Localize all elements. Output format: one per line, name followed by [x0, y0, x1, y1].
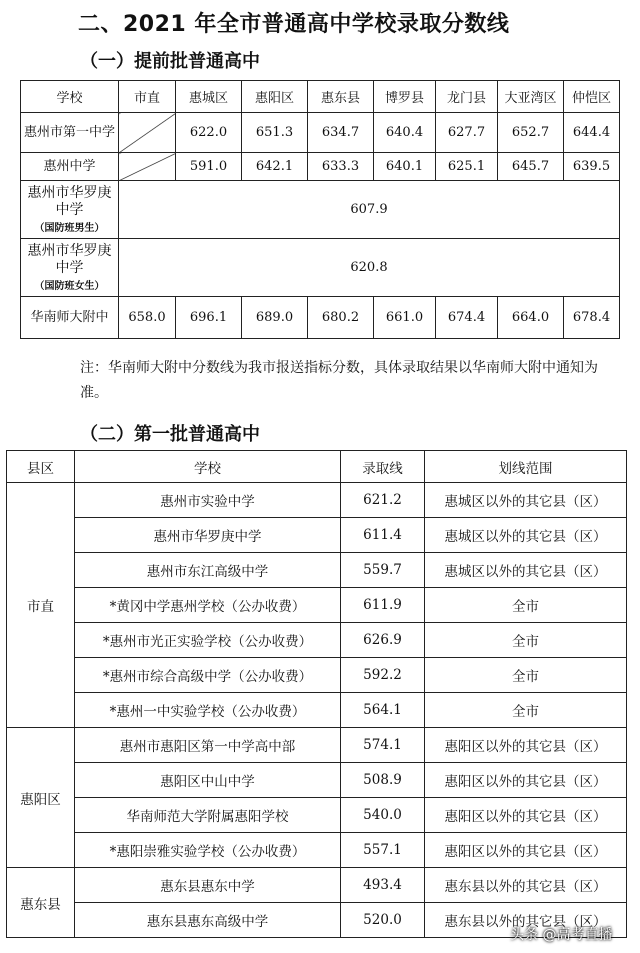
table-row	[7, 658, 627, 693]
header-cell: 县区	[7, 451, 75, 483]
score-cell: 520.0	[341, 903, 425, 938]
score-cell: 626.9	[341, 623, 425, 658]
score-cell: 592.2	[341, 658, 425, 693]
score-cell: 639.5	[564, 153, 620, 181]
score-cell: 540.0	[341, 798, 425, 833]
score-cell: 696.1	[176, 297, 242, 339]
table-row	[7, 623, 627, 658]
header-cell: 惠城区	[176, 81, 242, 113]
first-batch-table	[6, 450, 627, 938]
table-row	[21, 113, 620, 153]
school-cell: *惠州市光正实验学校（公办收费）	[75, 623, 341, 658]
table-row	[7, 518, 627, 553]
header-cell: 划线范围	[425, 451, 627, 483]
score-cell: 689.0	[242, 297, 308, 339]
table-row	[21, 153, 620, 181]
table-row	[21, 297, 620, 339]
score-cell: 651.3	[242, 113, 308, 153]
score-cell: 611.9	[341, 588, 425, 623]
school-name: 惠州中学	[21, 153, 119, 181]
score-cell: 678.4	[564, 297, 620, 339]
scope-cell: 全市	[425, 623, 627, 658]
school-name-text: 惠州市华罗庚中学	[27, 185, 112, 218]
school-name-text: 惠州市华罗庚中学	[27, 243, 112, 276]
score-cell: 627.7	[436, 113, 498, 153]
score-cell: 574.1	[341, 728, 425, 763]
score-cell: 557.1	[341, 833, 425, 868]
score-cell: 611.4	[341, 518, 425, 553]
table-row	[7, 728, 627, 763]
school-cell: 惠州市惠阳区第一中学高中部	[75, 728, 341, 763]
table-row	[7, 833, 627, 868]
table-row	[7, 588, 627, 623]
score-cell: 493.4	[341, 868, 425, 903]
scope-cell: 惠阳区以外的其它县（区）	[425, 728, 627, 763]
score-cell: 652.7	[498, 113, 564, 153]
district-cell: 市直	[7, 483, 75, 728]
scope-cell: 惠阳区以外的其它县（区）	[425, 833, 627, 868]
score-cell: 664.0	[498, 297, 564, 339]
table-row	[21, 181, 620, 239]
header-cell: 博罗县	[374, 81, 436, 113]
score-cell: 640.4	[374, 113, 436, 153]
table-row	[21, 239, 620, 297]
table-row	[7, 553, 627, 588]
score-cell: 661.0	[374, 297, 436, 339]
section1-title: （一）提前批普通高中	[80, 51, 260, 72]
score-cell: 680.2	[308, 297, 374, 339]
school-cell: 惠东县惠东中学	[75, 868, 341, 903]
scope-cell: 惠城区以外的其它县（区）	[425, 553, 627, 588]
school-cell: *惠阳崇雅实验学校（公办收费）	[75, 833, 341, 868]
table-row	[7, 798, 627, 833]
scope-cell: 全市	[425, 658, 627, 693]
table-header-row	[7, 451, 627, 483]
header-cell: 录取线	[341, 451, 425, 483]
school-cell: 惠阳区中山中学	[75, 763, 341, 798]
school-cell: 惠州市华罗庚中学	[75, 518, 341, 553]
header-cell: 学校	[21, 81, 119, 113]
table-row	[7, 868, 627, 903]
score-cell: 674.4	[436, 297, 498, 339]
score-cell: 607.9	[119, 181, 620, 239]
scope-cell: 惠东县以外的其它县（区）	[425, 868, 627, 903]
school-cell: 华南师范大学附属惠阳学校	[75, 798, 341, 833]
school-name: 惠州市第一中学	[21, 113, 119, 153]
header-cell: 惠阳区	[242, 81, 308, 113]
table-row	[7, 483, 627, 518]
school-cell: *惠州市综合高级中学（公办收费）	[75, 658, 341, 693]
diagonal-cell	[119, 153, 176, 181]
school-name	[21, 239, 119, 297]
score-cell: 658.0	[119, 297, 176, 339]
table-note: 注：华南师大附中分数线为我市报送指标分数，具体录取结果以华南师大附中通知为准。	[80, 360, 598, 401]
table-header-row	[21, 81, 620, 113]
header-cell: 市直	[119, 81, 176, 113]
school-cell: 惠东县惠东高级中学	[75, 903, 341, 938]
header-cell: 惠东县	[308, 81, 374, 113]
scope-cell: 惠城区以外的其它县（区）	[425, 518, 627, 553]
header-cell: 学校	[75, 451, 341, 483]
header-cell: 大亚湾区	[498, 81, 564, 113]
score-cell: 559.7	[341, 553, 425, 588]
scope-cell: 惠城区以外的其它县（区）	[425, 483, 627, 518]
score-cell: 634.7	[308, 113, 374, 153]
scope-cell: 惠阳区以外的其它县（区）	[425, 798, 627, 833]
header-cell: 龙门县	[436, 81, 498, 113]
school-cell: *惠州一中实验学校（公办收费）	[75, 693, 341, 728]
district-cell: 惠阳区	[7, 728, 75, 868]
score-cell: 508.9	[341, 763, 425, 798]
school-cell: 惠州市东江高级中学	[75, 553, 341, 588]
school-cell: *黄冈中学惠州学校（公办收费）	[75, 588, 341, 623]
district-cell: 惠东县	[7, 868, 75, 938]
page-heading: 二、2021 年全市普通高中学校录取分数线	[78, 12, 510, 37]
score-cell: 625.1	[436, 153, 498, 181]
score-cell: 644.4	[564, 113, 620, 153]
score-cell: 640.1	[374, 153, 436, 181]
section2-title: （二）第一批普通高中	[80, 424, 260, 445]
school-name: 华南师大附中	[21, 297, 119, 339]
table-row	[7, 763, 627, 798]
scope-cell: 全市	[425, 588, 627, 623]
early-batch-table	[20, 80, 620, 339]
score-cell: 564.1	[341, 693, 425, 728]
scope-cell: 惠东县以外的其它县（区）	[425, 903, 627, 938]
score-cell: 591.0	[176, 153, 242, 181]
score-cell: 620.8	[119, 239, 620, 297]
scope-cell: 惠阳区以外的其它县（区）	[425, 763, 627, 798]
school-cell: 惠州市实验中学	[75, 483, 341, 518]
scope-cell: 全市	[425, 693, 627, 728]
score-cell: 645.7	[498, 153, 564, 181]
diagonal-cell	[119, 113, 176, 153]
score-cell: 642.1	[242, 153, 308, 181]
table-row	[7, 693, 627, 728]
header-cell: 仲恺区	[564, 81, 620, 113]
school-name-note: （国防班男生）	[34, 223, 105, 234]
score-cell: 621.2	[341, 483, 425, 518]
school-name	[21, 181, 119, 239]
school-name-note: （国防班女生）	[34, 281, 105, 292]
watermark: 头条 @高考直播	[510, 927, 613, 943]
score-cell: 633.3	[308, 153, 374, 181]
score-cell: 622.0	[176, 113, 242, 153]
